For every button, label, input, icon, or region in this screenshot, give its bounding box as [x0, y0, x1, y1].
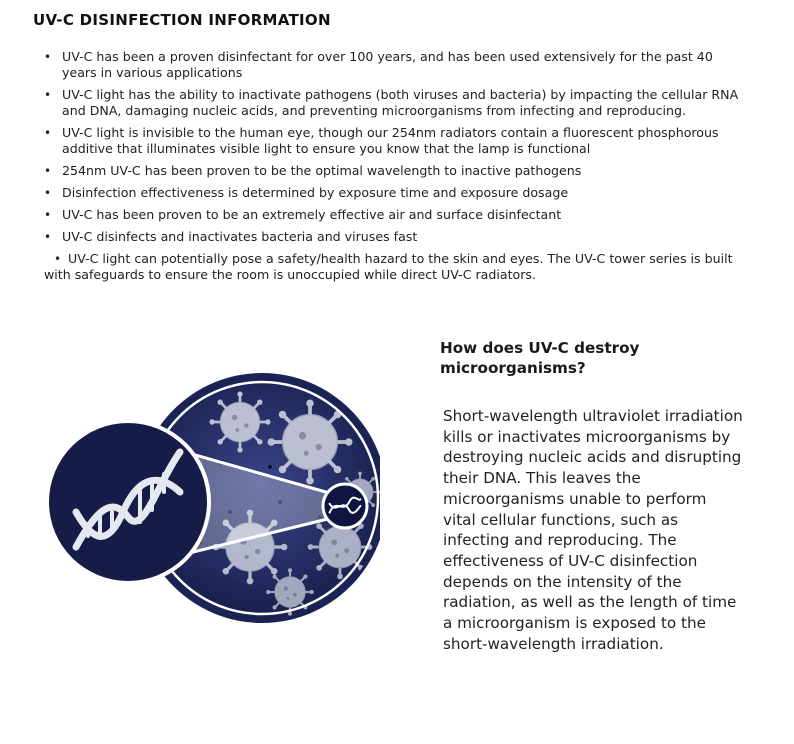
bullet-text: UV-C has been proven to be an extremely effective air and surface disinfectant: [62, 207, 562, 222]
bullet-icon: •: [54, 252, 62, 266]
bullet-text: UV-C light can potentially pose a safety/health hazard to the skin and eyes. The UV-C tower series is built with safeguards to ensure the room is unoccupied while direct UV-C radiators.: [44, 251, 733, 282]
info-bullet-list: [44, 49, 744, 283]
list-item: [44, 229, 744, 245]
dna-virus-magnifier-illustration: [40, 372, 380, 652]
bullet-text: UV-C light is invisible to the human eye, though our 254nm radiators contain a fluorescent phosphorous additive that illuminates visible light to ensure you know that the lamp is functional: [62, 125, 719, 156]
list-item: [44, 163, 744, 179]
list-item: [44, 49, 744, 81]
bullet-icon: •: [44, 50, 52, 64]
bullet-text: UV-C disinfects and inactivates bacteria and viruses fast: [62, 229, 418, 244]
bullet-icon: •: [44, 230, 52, 244]
list-item: [44, 207, 744, 223]
section-body: Short-wavelength ultraviolet irradiation kills or inactivates microorganisms by destroying nucleic acids and disrupting their DNA. This leaves the microorganisms unable to perform vital cellular functions, such as infecting and reproducing. The effectiveness of UV-C disinfection depends on the intensity of the radiation, as well as the length of time a microorganism is exposed to the short-wavelength irradiation.: [443, 407, 743, 653]
bullet-icon: •: [44, 186, 52, 200]
list-item: [44, 125, 744, 157]
bullet-text: UV-C has been a proven disinfectant for over 100 years, and has been used extensively for the past 40 years in various applications: [62, 49, 713, 80]
bullet-text: 254nm UV-C has been proven to be the optimal wavelength to inactive pathogens: [62, 163, 582, 178]
list-item: [44, 185, 744, 201]
page-title: UV-C DISINFECTION INFORMATION: [33, 11, 331, 29]
bullet-icon: •: [44, 208, 52, 222]
list-item: [44, 87, 744, 119]
bullet-icon: •: [44, 88, 52, 102]
list-item: [44, 251, 744, 283]
section-title: How does UV-C destroy microorganisms?: [440, 339, 640, 377]
bullet-icon: •: [44, 126, 52, 140]
bullet-text: UV-C light has the ability to inactivate pathogens (both viruses and bacteria) by impacting the cellular RNA and DNA, damaging nucleic acids, and preventing microorganisms from infecting and reproducing.: [62, 87, 739, 118]
bullet-icon: •: [44, 164, 52, 178]
bullet-text: Disinfection effectiveness is determined by exposure time and exposure dosage: [62, 185, 569, 200]
